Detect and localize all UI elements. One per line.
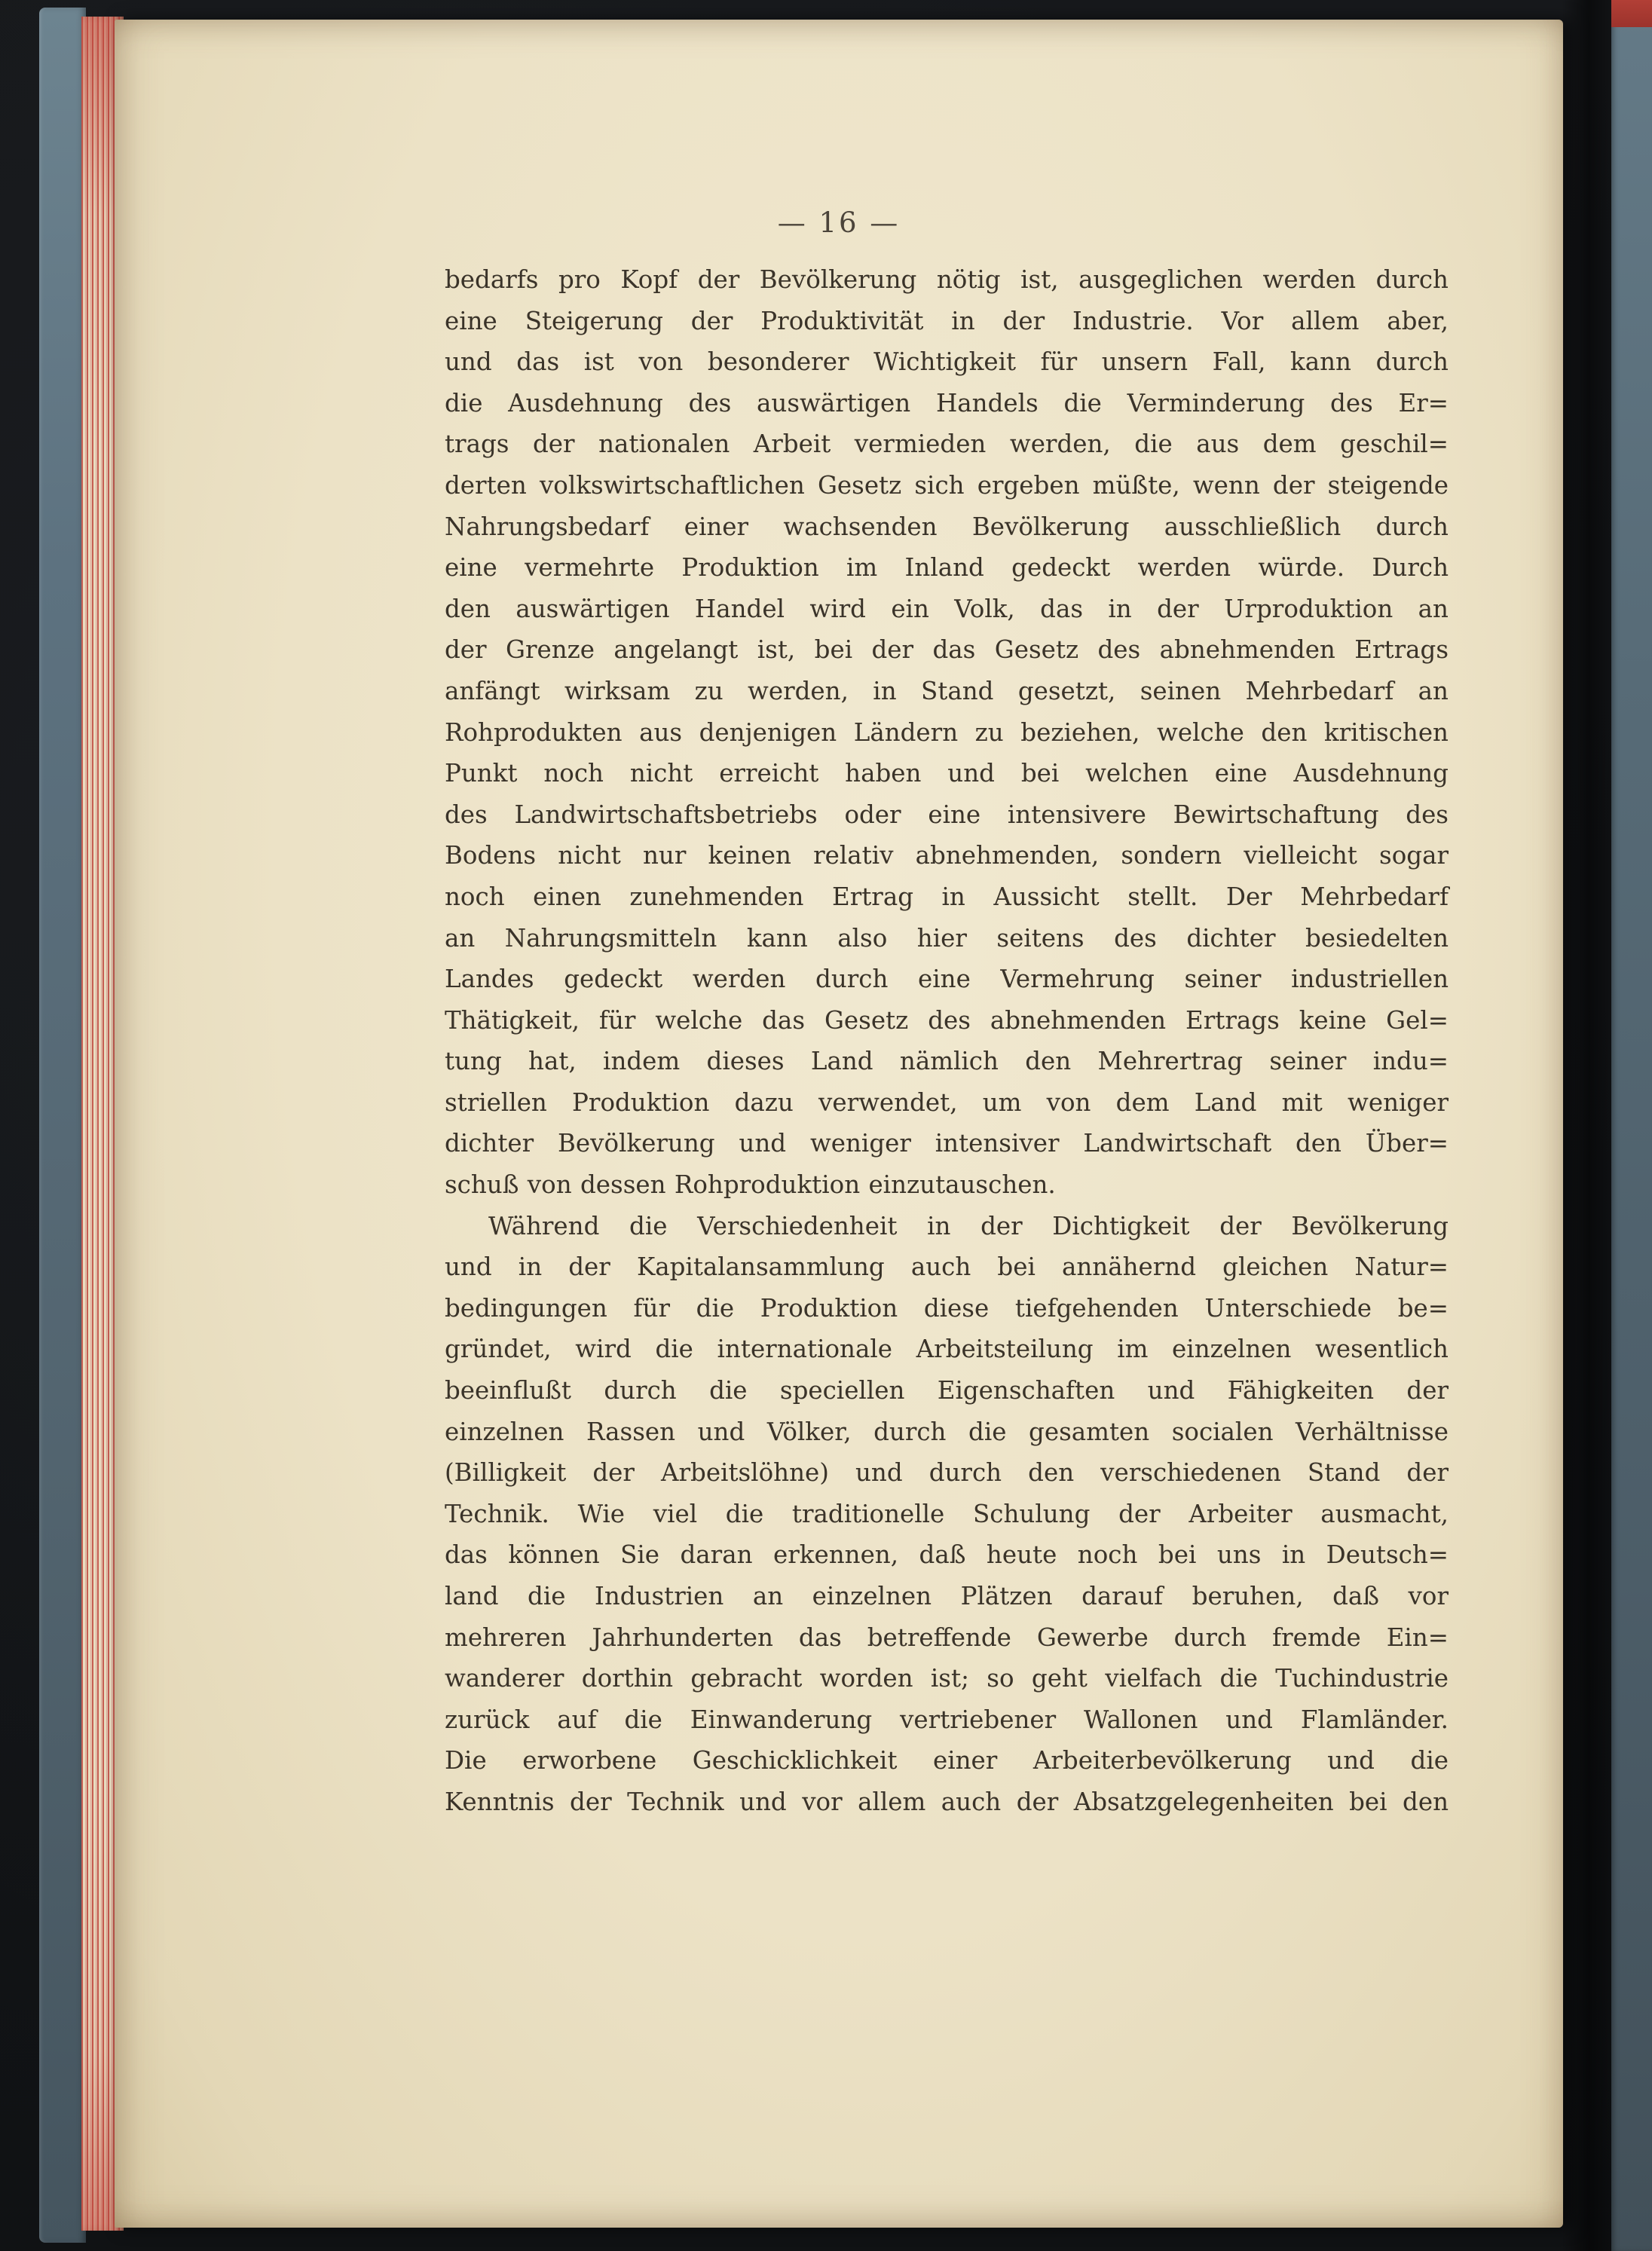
text-line: Landes gedeckt werden durch eine Vermehrung seiner industriellen — [445, 965, 1449, 994]
text-line: Die erworbene Geschicklichkeit einer Arbeiterbevölkerung und die — [445, 1746, 1449, 1775]
text-line: Bodens nicht nur keinen relativ abnehmenden, sondern vielleicht sogar — [445, 841, 1449, 870]
text-block — [445, 259, 1449, 1823]
text-line: Thätigkeit, für welche das Gesetz des abnehmenden Ertrags keine Gel= — [445, 1005, 1449, 1035]
text-line: noch einen zunehmenden Ertrag in Aussicht stellt. Der Mehrbedarf — [445, 882, 1449, 911]
text-line: und das ist von besonderer Wichtigkeit für unsern Fall, kann durch — [445, 347, 1449, 377]
text-line: bedarfs pro Kopf der Bevölkerung nötig ist, ausgeglichen werden durch — [445, 265, 1449, 294]
text-line: schuß von dessen Rohproduktion einzutauschen. — [445, 1170, 1056, 1200]
text-line: die Ausdehnung des auswärtigen Handels die Verminderung des Er= — [445, 388, 1449, 417]
text-line: an Nahrungsmitteln kann also hier seitens des dichter besiedelten — [445, 923, 1449, 953]
text-line: Während die Verschiedenheit in der Dichtigkeit der Bevölkerung — [488, 1211, 1449, 1240]
text-line: derten volkswirtschaftlichen Gesetz sich ergeben müßte, wenn der steigende — [445, 470, 1449, 500]
text-line: (Billigkeit der Arbeitslöhne) und durch den verschiedenen Stand der — [445, 1458, 1449, 1488]
text-line: tung hat, indem dieses Land nämlich den Mehrertrag seiner indu= — [445, 1047, 1449, 1076]
text-line: das können Sie daran erkennen, daß heute noch bei uns in Deutsch= — [445, 1540, 1449, 1570]
text-line: und in der Kapitalansammlung auch bei annähernd gleichen Natur= — [445, 1252, 1449, 1282]
text-line: Punkt noch nicht erreicht haben und bei welchen eine Ausdehnung — [445, 759, 1449, 788]
text-line: eine vermehrte Produktion im Inland gedeckt werden würde. Durch — [445, 553, 1449, 583]
text-line: land die Industrien an einzelnen Plätzen darauf beruhen, daß vor — [445, 1582, 1449, 1610]
book-cover-right-edge — [1611, 0, 1652, 2251]
text-line: bedingungen für die Produktion diese tiefgehenden Unterschiede be= — [445, 1293, 1449, 1323]
text-line: des Landwirtschaftsbetriebs oder eine intensivere Bewirtschaftung des — [445, 800, 1449, 829]
text-line: beeinflußt durch die speciellen Eigenschaften und Fähigkeiten der — [445, 1376, 1449, 1405]
text-line: dichter Bevölkerung und weniger intensiver Landwirtschaft den Über= — [445, 1129, 1449, 1158]
text-line: anfängt wirksam zu werden, in Stand gesetzt, seinen Mehrbedarf an — [445, 676, 1449, 705]
text-line: zurück auf die Einwanderung vertriebener Wallonen und Flamländer. — [445, 1705, 1449, 1734]
text-line: Technik. Wie viel die traditionelle Schulung der Arbeiter ausmacht, — [445, 1499, 1449, 1528]
text-line: der Grenze angelangt ist, bei der das Gesetz des abnehmenden Ertrags — [445, 635, 1449, 665]
red-page-edge-corner — [1611, 0, 1652, 27]
book-page — [115, 20, 1563, 2228]
text-line: trags der nationalen Arbeit vermieden werden, die aus dem geschil= — [445, 430, 1449, 459]
book-cover-left-edge — [39, 8, 86, 2243]
text-line: Kenntnis der Technik und vor allem auch der Absatzgelegenheiten bei den — [445, 1787, 1449, 1816]
text-line: eine Steigerung der Produktivität in der Industrie. Vor allem aber, — [445, 306, 1449, 335]
text-line: den auswärtigen Handel wird ein Volk, das in der Urproduktion an — [445, 594, 1449, 623]
text-line: Nahrungsbedarf einer wachsenden Bevölkerung ausschließlich durch — [445, 512, 1449, 541]
page-number: — 16 — — [777, 206, 901, 239]
text-line: einzelnen Rassen und Völker, durch die gesamten socialen Verhältnisse — [445, 1417, 1449, 1446]
text-line: striellen Produktion dazu verwendet, um von dem Land mit weniger — [445, 1087, 1449, 1117]
text-line: gründet, wird die internationale Arbeitsteilung im einzelnen wesentlich — [445, 1335, 1449, 1364]
text-line: mehreren Jahrhunderten das betreffende Gewerbe durch fremde Ein= — [445, 1622, 1449, 1652]
text-line: Rohprodukten aus denjenigen Ländern zu beziehen, welche den kritischen — [445, 717, 1449, 747]
page-right-shadow — [1562, 0, 1611, 2251]
text-line: wanderer dorthin gebracht worden ist; so geht vielfach die Tuchindustrie — [445, 1664, 1449, 1693]
